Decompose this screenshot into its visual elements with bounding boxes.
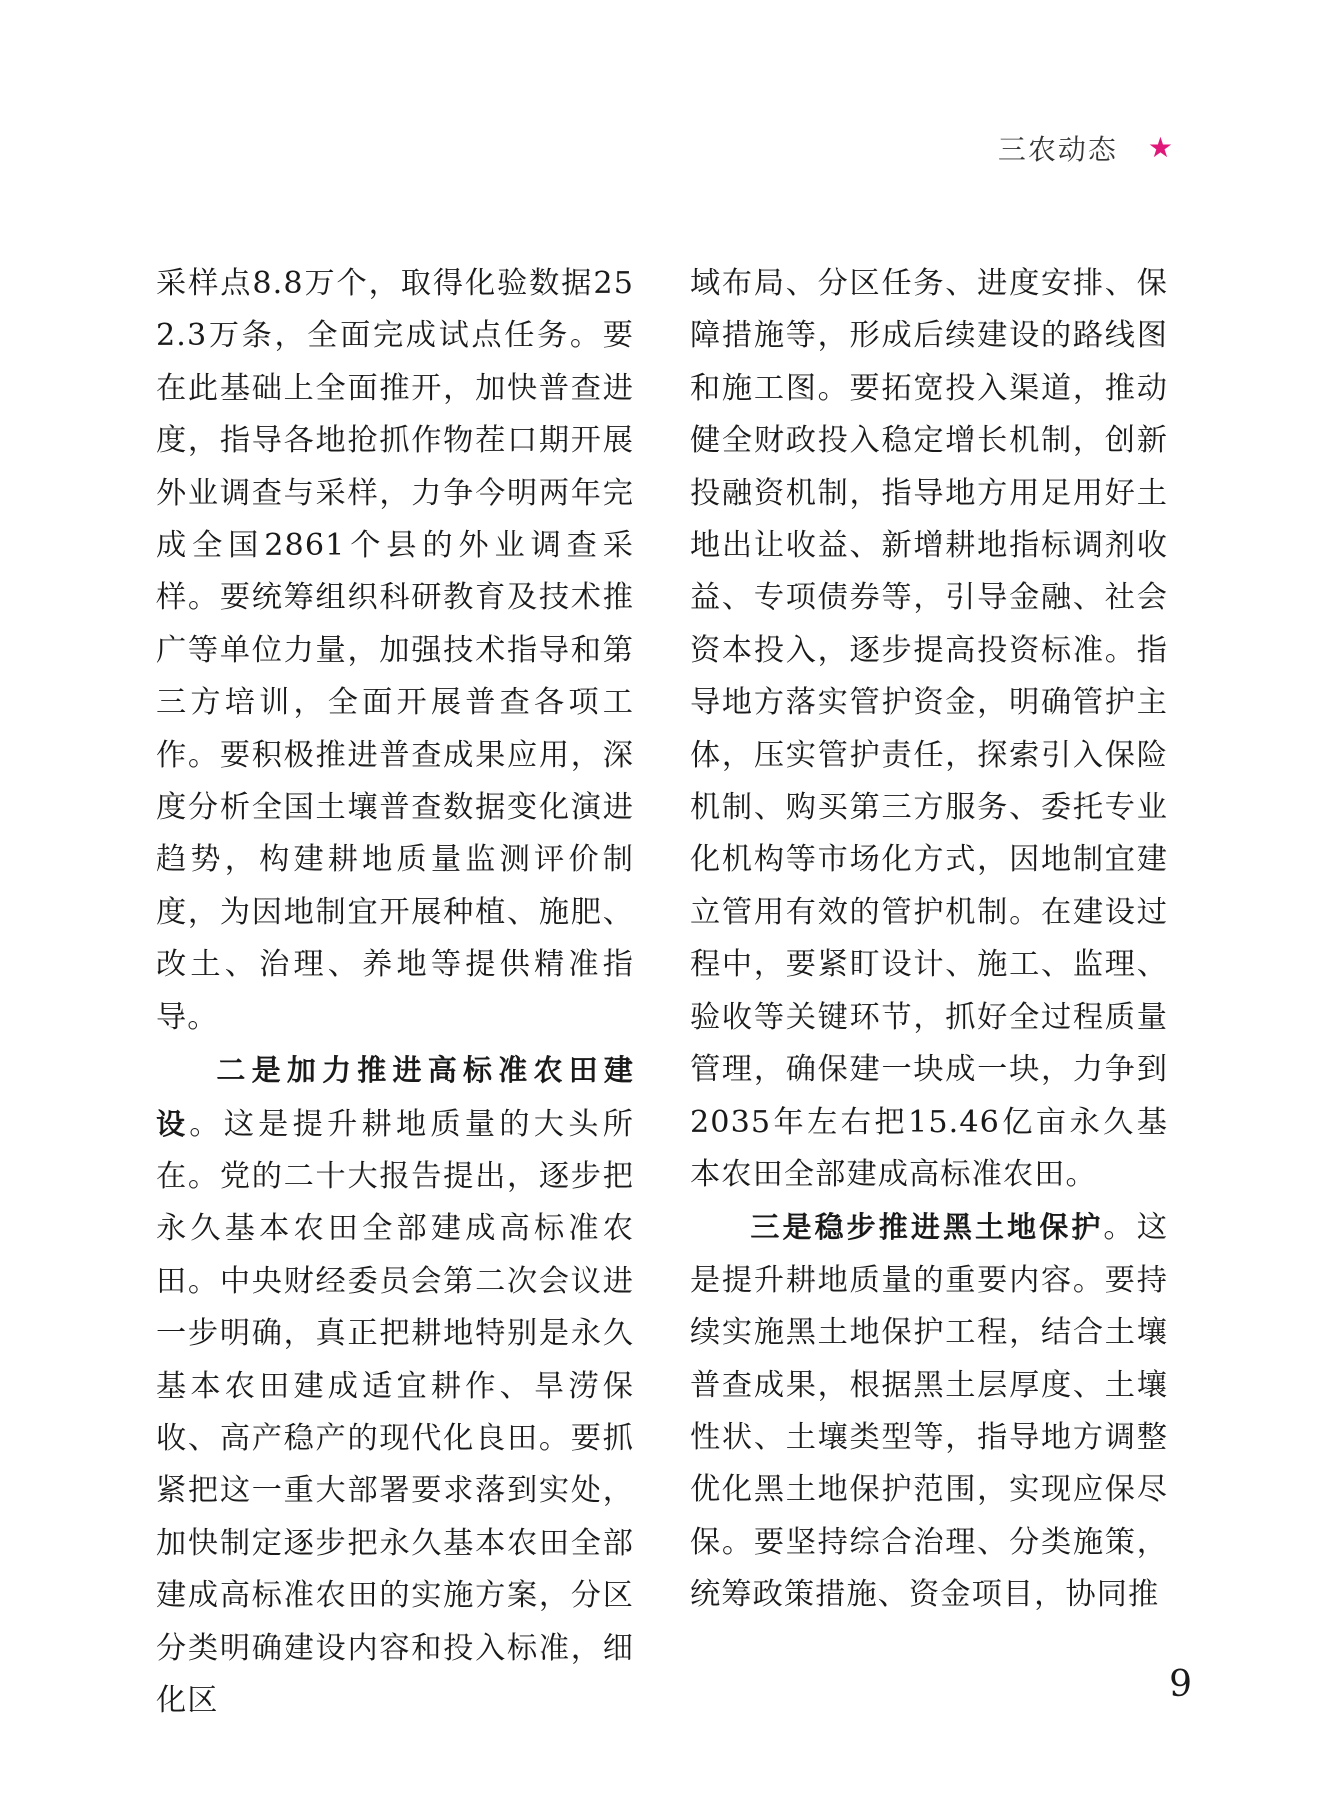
right-paragraph-2 [690, 1201, 1168, 1621]
left-paragraph-1: 采样点8.8万个，取得化验数据252.3万条，全面完成试点任务。要在此基础上全面推开，加快普查进度，指导各地抢抓作物茬口期开展外业调查与采样，力争今明两年完成全国2861个县的外业调查采样。要统筹组织科研教育及技术推广等单位力量，加强技术指导和第三方培训，全面开展普查各项工作。要积极推进普查成果应用，深度分析全国土壤普查数据变化演进趋势，构建耕地质量监测评价制度，为因地制宜开展种植、施肥、改土、治理、养地等提供精准指导。 [156, 266, 634, 1035]
right-paragraph-1: 域布局、分区任务、进度安排、保障措施等，形成后续建设的路线图和施工图。要拓宽投入渠道，推动健全财政投入稳定增长机制，创新投融资机制，指导地方用足用好土地出让收益、新增耕地指标调剂收益、专项债券等，引导金融、社会资本投入，逐步提高投资标准。指导地方落实管护资金，明确管护主体，压实管护责任，探索引入保险机制、购买第三方服务、委托专业化机构等市场化方式，因地制宜建立管用有效的管护机制。在建设过程中，要紧盯设计、施工、监理、验收等关键环节，抓好全过程质量管理，确保建一块成一块，力争到2035年左右把15.46亿亩永久基本农田全部建成高标准农田。 [690, 266, 1168, 1192]
right-paragraph-2-body: 。这是提升耕地质量的重要内容。要持续实施黑土地保护工程，结合土壤普查成果，根据黑土层厚度、土壤性状、土壤类型等，指导地方调整优化黑土地保护范围，实现应保尽保。要坚持综合治理、分类施策，统筹政策措施、资金项目，协同推 [690, 1210, 1168, 1613]
right-column [690, 258, 1168, 1622]
running-header [998, 128, 1173, 168]
section-heading-2: 二是加力推进高标准农田建设 [156, 1053, 634, 1141]
star-icon: ★ [1147, 131, 1173, 164]
left-column [156, 258, 634, 1727]
page-number: 9 [1169, 1664, 1192, 1705]
left-paragraph-2 [156, 1044, 634, 1727]
section-heading-3: 三是稳步推进黑土地保护 [750, 1210, 1104, 1245]
left-paragraph-2-body: 。这是提升耕地质量的大头所在。党的二十大报告提出，逐步把永久基本农田全部建成高标准农田。中央财经委员会第二次会议进一步明确，真正把耕地特别是永久基本农田建成适宜耕作、旱涝保收、高产稳产的现代化良田。要抓紧把这一重大部署要求落到实处，加快制定逐步把永久基本农田全部建成高标准农田的实施方案，分区分类明确建设内容和投入标准，细化区 [156, 1106, 634, 1718]
section-title: 三农动态 [997, 133, 1118, 166]
